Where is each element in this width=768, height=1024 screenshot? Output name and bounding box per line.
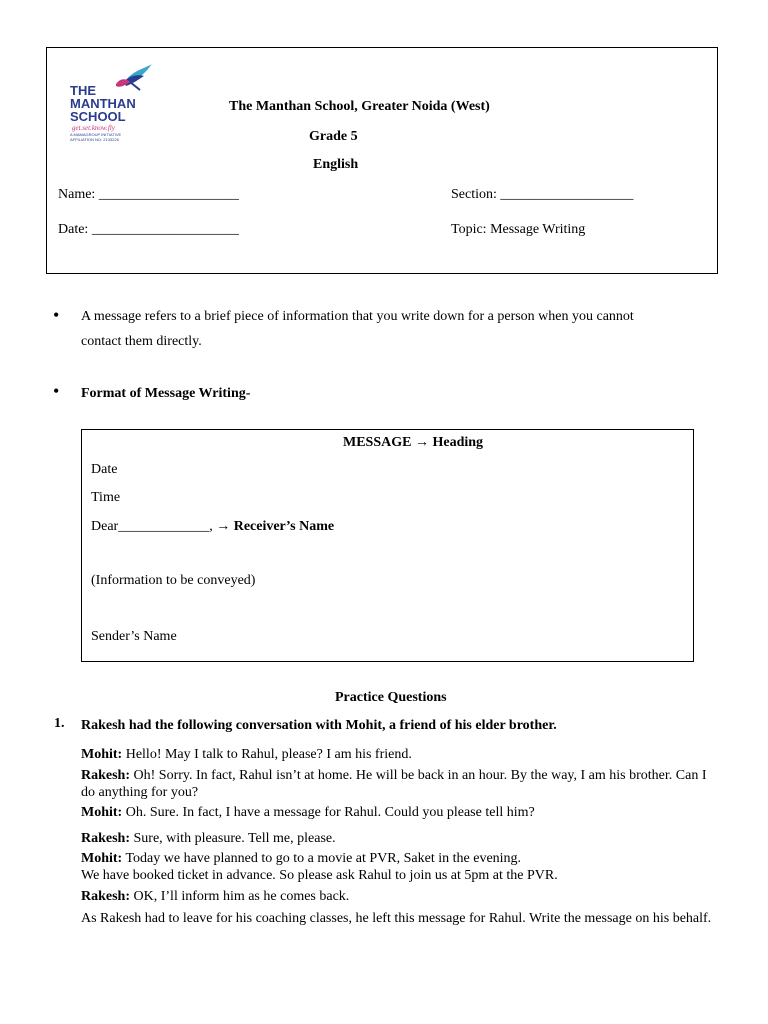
format-title: Format of Message Writing- [81,386,251,401]
logo-line3: SCHOOL [70,109,126,124]
dialogue-line [81,747,412,763]
grade-label: Grade 5 [309,129,358,144]
format-dear-text: Dear_____________, [91,519,213,534]
format-date: Date [91,462,118,477]
speaker-label: Rakesh: [81,831,131,846]
section-field[interactable]: Section: ___________________ [451,187,634,202]
school-name: The Manthan School, Greater Noida (West) [229,99,490,114]
dialogue-line [81,868,558,884]
logo-tagline: get.set.know.fly [72,124,115,132]
name-field[interactable]: Name: ____________________ [58,187,239,202]
speaker-label: Mohit: [81,805,123,820]
format-box [81,429,694,662]
school-logo [68,62,158,146]
bullet-icon: • [53,305,60,325]
format-info: (Information to be conveyed) [91,573,256,588]
format-heading-text: MESSAGE [343,435,412,450]
date-field[interactable]: Date: _____________________ [58,222,239,237]
dialogue-text: Oh! Sorry. In fact, Rahul isn’t at home. He will be back in an hour. By the way, I am his brother. Can I do anything for you? [81,768,707,800]
dialogue-line [81,889,349,905]
format-sender: Sender’s Name [91,629,177,644]
intro-line1: A message refers to a brief piece of information that you write down for a person when you cannot [81,309,634,324]
dialogue-text: Today we have planned to go to a movie at PVR, Saket in the evening. [122,851,522,866]
logo-line2: MANTHAN [70,96,136,111]
format-dear [91,519,334,535]
dialogue-text: Sure, with pleasure. Tell me, please. [130,831,336,846]
practice-title: Practice Questions [335,690,447,705]
format-time: Time [91,490,121,505]
question-number: 1. [54,716,65,731]
logo-line1: THE [70,83,96,98]
dialogue-text: Oh. Sure. In fact, I have a message for Rahul. Could you please tell him? [122,805,535,820]
closing-instruction: As Rakesh had to leave for his coaching classes, he left this message for Rahul. Write the message on his behalf. [81,911,712,926]
speaker-label: Mohit: [81,851,123,866]
dialogue-text: Hello! May I talk to Rahul, please? I am his friend. [122,747,412,762]
logo-sub2: AFFILIATION NO: 2133226 [70,137,119,142]
dialogue-line [81,851,521,867]
dialogue-text: We have booked ticket in advance. So please ask Rahul to join us at 5pm at the PVR. [81,868,558,883]
format-receiver: → Receiver’s Name [216,519,335,534]
intro-line2: contact them directly. [81,334,202,349]
question-text: Rakesh had the following conversation with Mohit, a friend of his elder brother. [81,718,557,733]
subject-label: English [313,157,359,172]
speaker-label: Rakesh: [81,889,131,904]
bullet-icon: • [53,381,60,401]
dialogue-text: OK, I’ll inform him as he comes back. [130,889,350,904]
topic-label: Topic: Message Writing [451,222,586,237]
dialogue-line [81,831,336,847]
format-heading-arrow: → Heading [414,435,484,450]
logo-sub1: A MAMAGROUP INITIATIVE [70,132,122,137]
format-heading [343,435,483,451]
speaker-label: Mohit: [81,747,123,762]
dialogue-line [81,767,721,801]
dialogue-line [81,805,535,821]
speaker-label: Rakesh: [81,768,131,783]
